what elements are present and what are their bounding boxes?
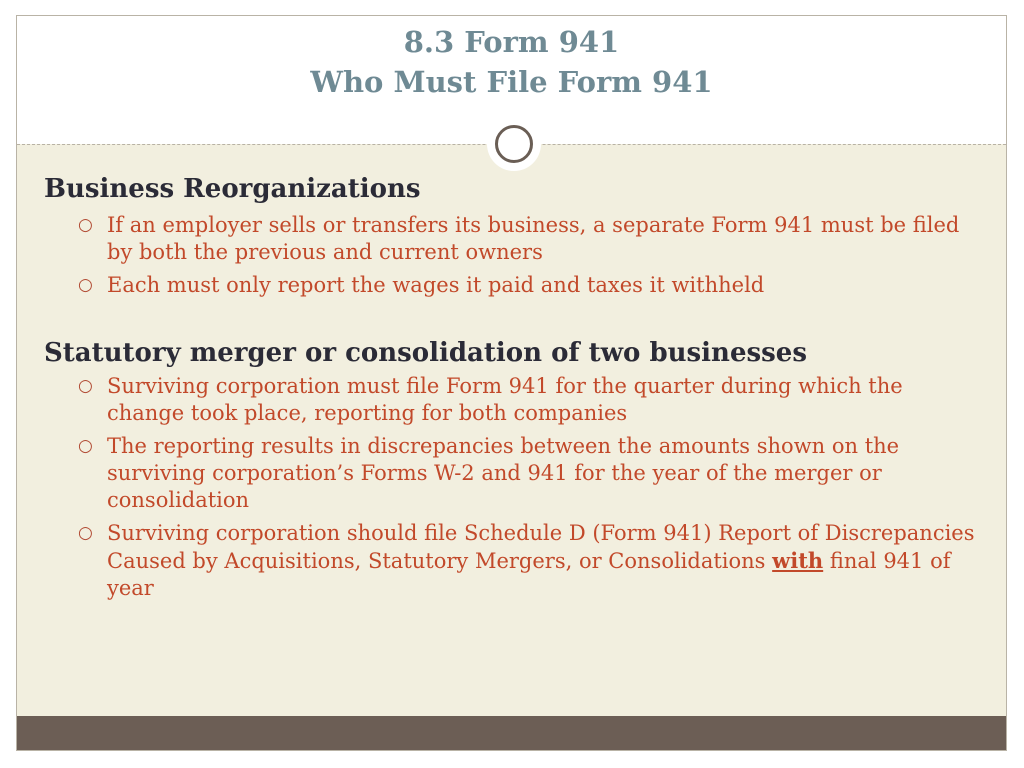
footer-band — [17, 716, 1006, 750]
title-line-1: 8.3 Form 941 — [403, 25, 620, 59]
bullet-circle-icon: ○ — [78, 275, 93, 295]
list-item — [78, 212, 984, 266]
bullet-text: The reporting results in discrepancies between the amounts shown on the surviving corporation’s Forms W-2 and 941 for the year of the merger or consolidation — [107, 434, 900, 512]
bullet-circle-icon: ○ — [78, 523, 93, 543]
title-line-2: Who Must File Form 941 — [310, 65, 713, 99]
bullet-list-1 — [78, 212, 984, 299]
bullet-circle-icon: ○ — [78, 436, 93, 456]
bullet-text: Each must only report the wages it paid and taxes it withheld — [107, 273, 765, 297]
bullet-text: Surviving corporation must file Form 941 for the quarter during which the change took place, reporting for both companies — [107, 374, 903, 425]
list-item — [78, 373, 984, 427]
section-heading-business-reorganizations: Business Reorganizations — [44, 174, 421, 204]
list-item — [78, 272, 984, 299]
section-heading-statutory-merger: Statutory merger or consolidation of two businesses — [44, 338, 807, 368]
bullet-text: If an employer sells or transfers its business, a separate Form 941 must be filed by both the previous and current owners — [107, 213, 960, 264]
list-item — [78, 520, 984, 602]
list-item — [78, 433, 984, 514]
bullet-text-after: final 941 of year — [107, 549, 951, 600]
ring-icon — [495, 125, 533, 163]
slide — [16, 15, 1007, 751]
bullet-text-before: Surviving corporation should file Schedule D (Form 941) Report of Discrepancies Caused by Acquisitions, Statutory Mergers, or Consolidations — [107, 521, 975, 573]
slide-title — [17, 22, 1006, 102]
bullet-circle-icon: ○ — [78, 376, 93, 396]
bullet-list-2 — [78, 373, 984, 602]
emphasis-with: with — [772, 548, 824, 573]
slide-content — [44, 174, 984, 608]
bullet-circle-icon: ○ — [78, 215, 93, 235]
circle-ornament-icon — [487, 117, 541, 171]
